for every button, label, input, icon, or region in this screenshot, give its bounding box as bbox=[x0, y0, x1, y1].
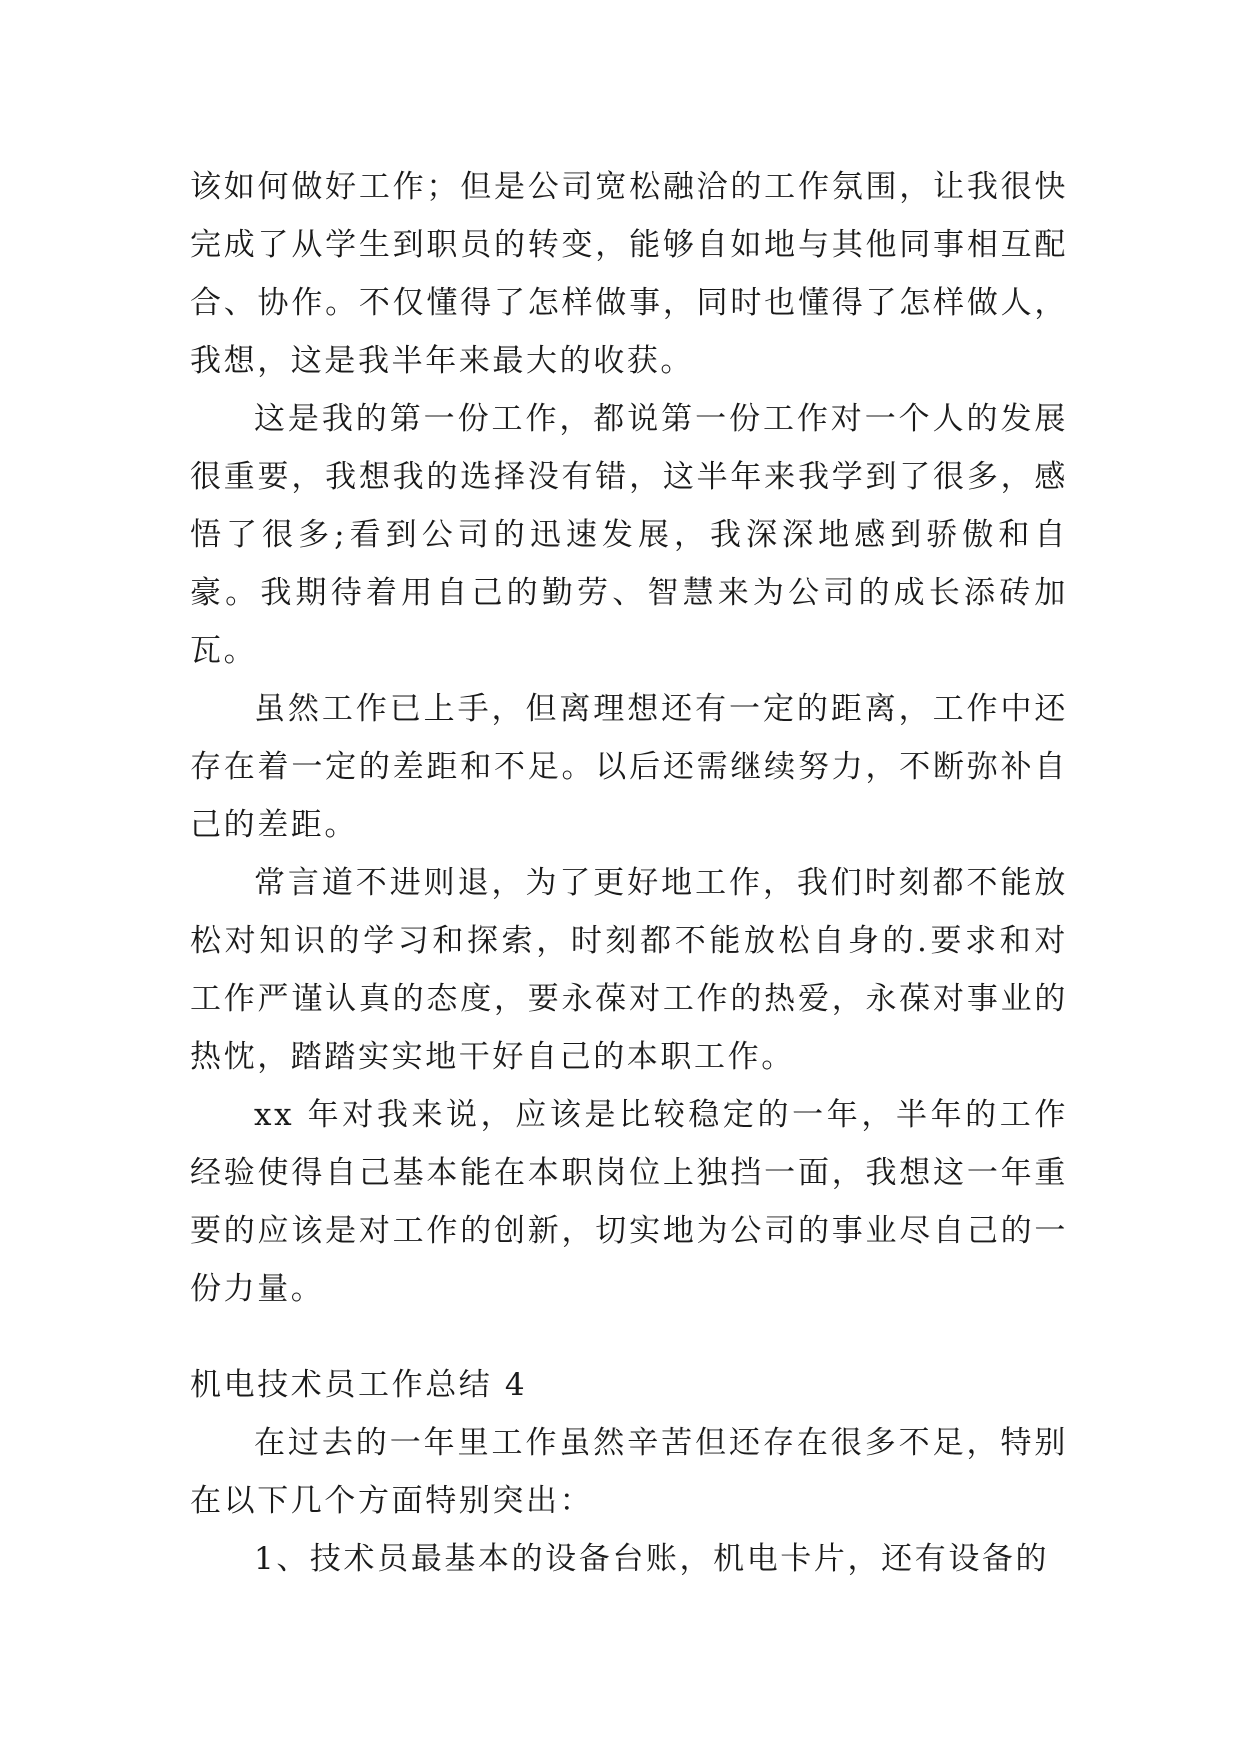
document-body bbox=[190, 158, 1068, 1588]
paragraph-continued: 该如何做好工作；但是公司宽松融洽的工作氛围，让我很快完成了从学生到职员的转变，能够自如地与其他同事相互配合、协作。不仅懂得了怎样做事，同时也懂得了怎样做人，我想，这是我半年来最大的收获。 bbox=[190, 169, 1068, 379]
paragraph: xx 年对我来说，应该是比较稳定的一年，半年的工作经验使得自己基本能在本职岗位上独挡一面，我想这一年重要的应该是对工作的创新，切实地为公司的事业尽自己的一份力量。 bbox=[190, 1097, 1068, 1307]
paragraph: 在过去的一年里工作虽然辛苦但还存在很多不足，特别在以下几个方面特别突出： bbox=[190, 1425, 1068, 1519]
paragraph: 1、技术员最基本的设备台账，机电卡片，还有设备的 bbox=[254, 1541, 1050, 1577]
paragraph: 虽然工作已上手，但离理想还有一定的距离，工作中还存在着一定的差距和不足。以后还需继续努力，不断弥补自己的差距。 bbox=[190, 691, 1068, 843]
paragraph: 这是我的第一份工作，都说第一份工作对一个人的发展很重要，我想我的选择没有错，这半年来我学到了很多，感悟了很多;看到公司的迅速发展，我深深地感到骄傲和自豪。我期待着用自己的勤劳、智慧来为公司的成长添砖加瓦。 bbox=[190, 401, 1068, 669]
section-heading: 机电技术员工作总结 4 bbox=[190, 1367, 528, 1403]
paragraph: 常言道不进则退，为了更好地工作，我们时刻都不能放松对知识的学习和探索，时刻都不能放松自身的.要求和对工作严谨认真的态度，要永葆对工作的热爱，永葆对事业的热忱，踏踏实实地干好自己的本职工作。 bbox=[190, 865, 1068, 1075]
